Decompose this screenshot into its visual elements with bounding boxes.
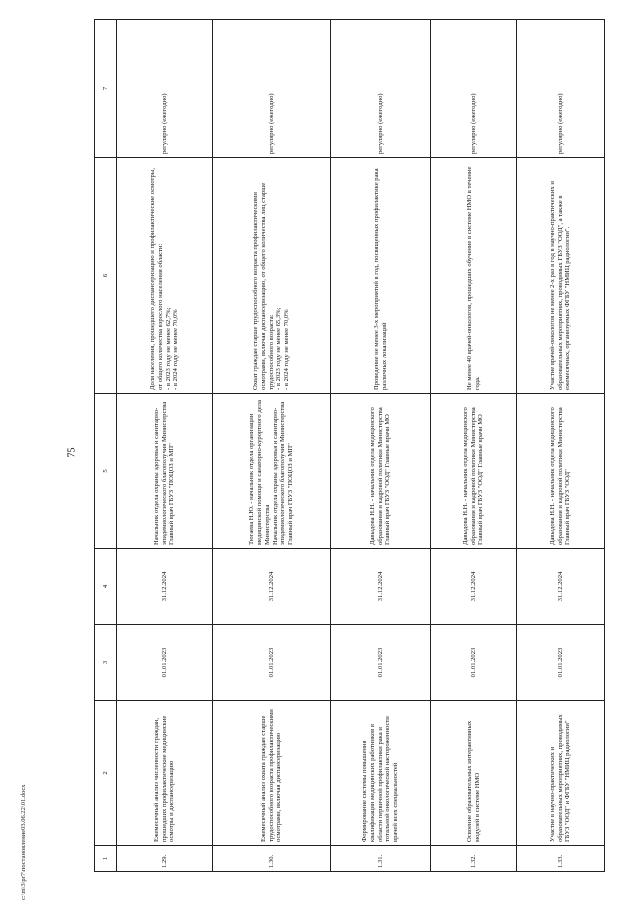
start-date-cell: 01.01.2023: [117, 625, 213, 701]
end-date-cell: 31.12.2024: [331, 549, 431, 625]
measure-name-cell: Ежемесячный анализ численности граждан, прошедших профилактические медицинские осмотры и диспансеризацию: [117, 701, 213, 846]
header-cell: 3: [95, 625, 117, 701]
responsible-cell: Давыдова Н.Н. - начальник отдела медицинского образования и кадровой политики Министерства Главный врач ГБУЗ "ООД" Главные врачи МО: [431, 394, 517, 549]
start-date-cell: 01.01.2023: [213, 625, 331, 701]
frequency-cell: регулярно (ежегодно): [213, 20, 331, 158]
table-row: [431, 20, 517, 872]
header-cell: 1: [95, 846, 117, 872]
row-number-cell: 1.29.: [117, 846, 213, 872]
frequency-cell: регулярно (ежегодно): [117, 20, 213, 158]
measure-name-cell: Участие в научно-практических и образовательных мероприятиях, проводимых ГБУЗ "ООД" и ФГБУ "НМИЦ радиологии": [517, 701, 605, 846]
end-date-cell: 31.12.2024: [117, 549, 213, 625]
header-cell: 6: [95, 158, 117, 394]
rotated-table-container: [94, 20, 604, 872]
row-number-cell: 1.33.: [517, 846, 605, 872]
responsible-cell: Начальник отдела охраны здоровья и санитарно-эпидемиологического благополучия Министерства Главный врач ГБУЗ "ПОЦОЗ и МП": [117, 394, 213, 549]
measure-name-cell: Формирование системы повышения квалификации медицинских работников в области первичной профилактики рака и тотальной онкологической настороженности врачей всех специальностей: [331, 701, 431, 846]
start-date-cell: 01.01.2023: [331, 625, 431, 701]
result-cell: Проведение не менее 3-х мероприятий в год, посвященных профилактике рака различных локализаций: [331, 158, 431, 394]
measure-name-cell: Освоение образовательных интерактивных модулей в системе НМО: [431, 701, 517, 846]
row-number-cell: 1.31.: [331, 846, 431, 872]
responsible-cell: Давыдова Н.Н. - начальник отдела медицинского образования и кадровой политики Министерства Главный врач ГБУЗ "ООД" Главные врачи МО: [331, 394, 431, 549]
page-number: 75: [66, 447, 78, 458]
end-date-cell: 31.12.2024: [517, 549, 605, 625]
table-row: [517, 20, 605, 872]
table-row: [117, 20, 213, 872]
end-date-cell: 31.12.2024: [213, 549, 331, 625]
frequency-cell: регулярно (ежегодно): [517, 20, 605, 158]
responsible-cell: Тюгаева Н.Ю. - начальник отдела организации медицинской помощи и санаторно-курортного дела Министерства Начальник отдела охраны здоровья и санитарно-эпидемиологического благополучия Министерства Главный врач ГБУЗ "ПОЦОЗ и МП": [213, 394, 331, 549]
responsible-cell: Давыдова Н.Н. - начальник отдела медицинского образования и кадровой политики Министерства Главный врач ГБУЗ "ООД": [517, 394, 605, 549]
measures-table: [94, 19, 605, 872]
result-cell: Охват граждан старше трудоспособного возраста профилактическими осмотрами, включая диспансеризацию, от общего количества лиц старше трудоспособного возраста: - в 2023 году не менее 65,3%; - в 2024 году не менее 70,0%: [213, 158, 331, 394]
header-cell: 5: [95, 394, 117, 549]
row-number-cell: 1.30.: [213, 846, 331, 872]
end-date-cell: 31.12.2024: [431, 549, 517, 625]
table-header-row: [95, 20, 117, 872]
start-date-cell: 01.01.2023: [517, 625, 605, 701]
start-date-cell: 01.01.2023: [431, 625, 517, 701]
header-cell: 7: [95, 20, 117, 158]
measure-name-cell: Ежемесячный анализ охвата граждан старше трудоспособного возраста профилактическими осмотрами, включая диспансеризацию: [213, 701, 331, 846]
header-cell: 2: [95, 701, 117, 846]
result-cell: Доля населения, прошедшего диспансеризацию и профилактические осмотры, от общего количества взрослого населения области: - в 2023 году не менее 62,7%; - в 2024 году не менее 70,0%: [117, 158, 213, 394]
frequency-cell: регулярно (ежегодно): [431, 20, 517, 158]
header-cell: 4: [95, 549, 117, 625]
result-cell: Участие врачей-онкологов не менее 2-х раз в год в научно-практических и образовательных мероприятиях, проводимых ГБУЗ "ООД", а также в ежемесячных, организуемых ФГБУ "НМИЦ радиологии".: [517, 158, 605, 394]
row-number-cell: 1.32.: [431, 846, 517, 872]
result-cell: Не менее 40 врачей-онкологов, прошедших обучение в системе НМО в течение года.: [431, 158, 517, 394]
table-row: [331, 20, 431, 872]
table-row: [213, 20, 331, 872]
frequency-cell: регулярно (ежегодно): [331, 20, 431, 158]
footer-file-path: c:\m\3\pr7\постановление03.06.22\01.docx: [20, 784, 27, 900]
